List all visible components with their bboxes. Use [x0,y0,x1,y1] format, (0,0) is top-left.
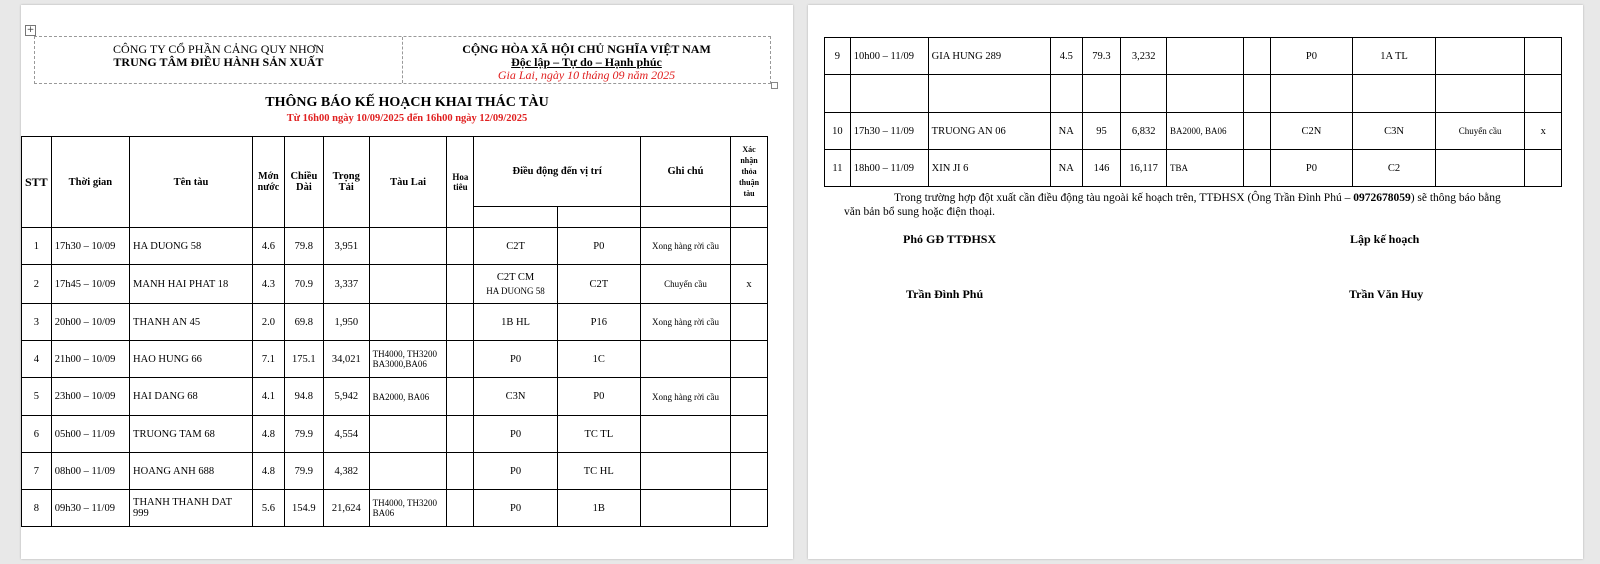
table-row [825,75,1562,113]
cell-tug [369,304,447,341]
cell-tonnage: 4,554 [323,416,369,453]
sub-to [557,207,640,228]
cell-confirm [731,378,768,416]
cell-pilot [1244,150,1271,187]
cell-tonnage: 34,021 [323,341,369,378]
cell-time: 08h00 – 11/09 [51,453,129,490]
col-move: Điều động đến vị trí [474,137,641,207]
col-tonnage: Trọng Tải [323,137,369,228]
cell-pilot [447,304,474,341]
cell-length: 69.8 [284,304,323,341]
cell-length: 146 [1082,150,1121,187]
cell-from-line1: C2T CM [496,272,535,283]
col-note: Ghi chú [640,137,730,207]
cell-stt: 4 [22,341,52,378]
ship-plan-table-continued [824,37,1562,187]
cell-note: Xong hàng rời cầu [640,304,730,341]
footer-note-end: ) sẽ thông báo bằng [1410,192,1501,204]
cell-note: Xong hàng rời cầu [640,228,730,265]
col-stt: STT [22,137,52,228]
contact-phone: 0972678059 [1353,192,1411,204]
cell-length: 79.8 [284,228,323,265]
cell-from: P0 [474,341,557,378]
cell-to: C3N [1353,113,1436,150]
cell-ship [928,75,1050,113]
signer1-name: Trần Đình Phú [906,287,984,301]
cell-ship: MANH HAI PHAT 18 [130,265,253,304]
cell-from: C3N [474,378,557,416]
cell-draft: 4.1 [252,378,284,416]
nation-name: CỘNG HÒA XÃ HỘI CHỦ NGHĨA VIỆT NAM [462,42,711,56]
cell-time: 17h45 – 10/09 [51,265,129,304]
cell-tonnage: 3,337 [323,265,369,304]
table-row [22,265,768,304]
cell-note [640,341,730,378]
table-row [825,38,1562,75]
cell-draft: 4.6 [252,228,284,265]
table-row [825,113,1562,150]
col-draft: Mớn nước [252,137,284,228]
cell-to [1353,75,1436,113]
cell-from-line2: HA DUONG 58 [486,286,545,296]
cell-draft: 4.8 [252,453,284,490]
cell-note [1435,150,1525,187]
cell-draft: NA [1050,113,1082,150]
cell-note: Chuyển cầu [1435,113,1525,150]
cell-length: 175.1 [284,341,323,378]
cell-length: 79.9 [284,453,323,490]
cell-stt: 3 [22,304,52,341]
cell-tug: BA2000, BA06 [369,378,447,416]
cell-ship: HA DUONG 58 [130,228,253,265]
cell-length: 154.9 [284,490,323,527]
center-name: TRUNG TÂM ĐIỀU HÀNH SẢN XUẤT [113,55,324,69]
cell-from: P0 [474,490,557,527]
cell-time: 21h00 – 10/09 [51,341,129,378]
signer2-title: Lập kế hoạch [1350,232,1420,246]
document-page-1 [21,5,793,559]
cell-confirm [1525,150,1562,187]
cell-tug: TBA [1167,150,1244,187]
cell-to: P16 [557,304,640,341]
cell-draft: 7.1 [252,341,284,378]
cell-ship: THANH AN 45 [130,304,253,341]
cell-note [1435,38,1525,75]
sub-note [640,207,730,228]
cell-stt: 1 [22,228,52,265]
cell-to: P0 [557,378,640,416]
cell-pilot [447,378,474,416]
table-row [22,378,768,416]
cell-pilot [1244,75,1271,113]
cell-draft: 4.8 [252,416,284,453]
signer1-title: Phó GĐ TTĐHSX [903,232,997,246]
cell-pilot [1244,38,1271,75]
table-row [22,490,768,527]
cell-draft: NA [1050,150,1082,187]
table-move-handle-icon[interactable]: + [26,25,35,35]
ship-plan-table [21,136,768,527]
col-pilot: Hoa tiêu [447,137,474,228]
cell-tonnage: 3,951 [323,228,369,265]
cell-from: P0 [1270,150,1353,187]
col-time: Thời gian [51,137,129,228]
cell-draft [1050,75,1082,113]
cell-length: 79.3 [1082,38,1121,75]
cell-from: 1B HL [474,304,557,341]
motto: Độc lập – Tự do – Hạnh phúc [511,55,662,69]
cell-to: TC TL [557,416,640,453]
document-title: THÔNG BÁO KẾ HOẠCH KHAI THÁC TÀU [265,95,549,110]
cell-from: C2N [1270,113,1353,150]
cell-tonnage: 5,942 [323,378,369,416]
cell-note: Chuyển cầu [640,265,730,304]
cell-tug [369,228,447,265]
header-right [403,37,770,83]
cell-stt: 7 [22,453,52,490]
cell-time: 18h00 – 11/09 [850,150,928,187]
cell-confirm [731,304,768,341]
cell-draft: 5.6 [252,490,284,527]
footer-note-line2: văn bản bổ sung hoặc điện thoại. [844,206,996,218]
table-row [22,341,768,378]
cell-from: P0 [474,416,557,453]
cell-pilot [447,341,474,378]
cell-length [1082,75,1121,113]
cell-stt: 9 [825,38,851,75]
cell-from [474,265,557,304]
cell-pilot [447,453,474,490]
cell-time: 05h00 – 11/09 [51,416,129,453]
cell-from: P0 [474,453,557,490]
cell-tonnage [1121,75,1167,113]
cell-stt: 10 [825,113,851,150]
cell-to: 1B [557,490,640,527]
cell-ship: TRUONG TAM 68 [130,416,253,453]
cell-pilot [1244,113,1271,150]
cell-tonnage: 6,832 [1121,113,1167,150]
cell-pilot [447,228,474,265]
cell-tug: BA2000, BA06 [1167,113,1244,150]
table-row [825,150,1562,187]
cell-confirm [1525,75,1562,113]
cell-draft: 4.3 [252,265,284,304]
cell-stt: 8 [22,490,52,527]
cell-ship: THANH THANH DAT 999 [130,490,253,527]
cell-tonnage: 21,624 [323,490,369,527]
sub-confirm [731,207,768,228]
company-name: CÔNG TY CỔ PHẦN CẢNG QUY NHƠN [113,42,324,56]
cell-time: 23h00 – 10/09 [51,378,129,416]
sub-from [474,207,557,228]
table-header-row [22,137,768,207]
cell-length: 95 [1082,113,1121,150]
cell-time: 20h00 – 10/09 [51,304,129,341]
cell-to: P0 [557,228,640,265]
cell-to: C2T [557,265,640,304]
cell-note [640,490,730,527]
cell-ship: GIA HUNG 289 [928,38,1050,75]
cell-stt [825,75,851,113]
cell-confirm [731,453,768,490]
footer-note [844,191,1544,219]
cell-to: C2 [1353,150,1436,187]
cell-stt: 5 [22,378,52,416]
document-subtitle: Từ 16h00 ngày 10/09/2025 đến 16h00 ngày 12/09/2025 [286,113,528,124]
cell-tonnage: 4,382 [323,453,369,490]
cell-tonnage: 16,117 [1121,150,1167,187]
cell-tonnage: 3,232 [1121,38,1167,75]
table-row [22,228,768,265]
cell-from [1270,75,1353,113]
cell-stt: 2 [22,265,52,304]
cell-time: 09h30 – 11/09 [51,490,129,527]
table-row [22,453,768,490]
cell-tug: TH4000, TH3200 BA3000,BA06 [369,341,447,378]
cell-draft: 4.5 [1050,38,1082,75]
cell-pilot [447,490,474,527]
cell-time: 17h30 – 10/09 [51,228,129,265]
signer2-name: Trần Văn Huy [1349,287,1424,301]
cell-ship: TRUONG AN 06 [928,113,1050,150]
cell-note [640,416,730,453]
cell-tug [369,416,447,453]
cell-confirm: x [1525,113,1562,150]
cell-draft: 2.0 [252,304,284,341]
header-table [34,36,771,84]
cell-stt: 6 [22,416,52,453]
cell-tug [369,453,447,490]
cell-from: C2T [474,228,557,265]
cell-note: Xong hàng rời cầu [640,378,730,416]
cell-ship: XIN JI 6 [928,150,1050,187]
cell-time [850,75,928,113]
cell-stt: 11 [825,150,851,187]
cell-confirm [1525,38,1562,75]
document-page-2 [808,5,1583,559]
cell-confirm [731,490,768,527]
cell-confirm [731,228,768,265]
cell-tug [369,265,447,304]
cell-confirm: x [731,265,768,304]
document-date: Gia Lai, ngày 10 tháng 09 năm 2025 [497,68,676,82]
cell-length: 79.9 [284,416,323,453]
col-length: Chiều Dài [284,137,323,228]
cell-length: 94.8 [284,378,323,416]
cell-ship: HAO HUNG 66 [130,341,253,378]
cell-time: 17h30 – 11/09 [850,113,928,150]
cell-note [640,453,730,490]
cell-confirm [731,341,768,378]
cell-length: 70.9 [284,265,323,304]
cell-confirm [731,416,768,453]
cell-from: P0 [1270,38,1353,75]
header-left [35,37,403,83]
col-tug: Tàu Lai [369,137,447,228]
cell-time: 10h00 – 11/09 [850,38,928,75]
col-ship: Tên tàu [130,137,253,228]
cell-ship: HOANG ANH 688 [130,453,253,490]
cell-tug [1167,75,1244,113]
cell-tug: TH4000, TH3200 BA06 [369,490,447,527]
cell-tonnage: 1,950 [323,304,369,341]
cell-to: TC HL [557,453,640,490]
cell-to: 1A TL [1353,38,1436,75]
cell-pilot [447,416,474,453]
table-resize-handle-icon[interactable] [771,82,778,89]
cell-tug [1167,38,1244,75]
table-row [22,304,768,341]
col-confirm: Xác nhận thỏa thuận tàu [731,137,768,207]
cell-to: 1C [557,341,640,378]
cell-ship: HAI DANG 68 [130,378,253,416]
table-row [22,416,768,453]
cell-pilot [447,265,474,304]
cell-note [1435,75,1525,113]
footer-note-text: Trong trường hợp đột xuất cần điều động tàu ngoài kế hoạch trên, TTĐHSX (Ông Trần Đình Phú – [894,192,1354,204]
